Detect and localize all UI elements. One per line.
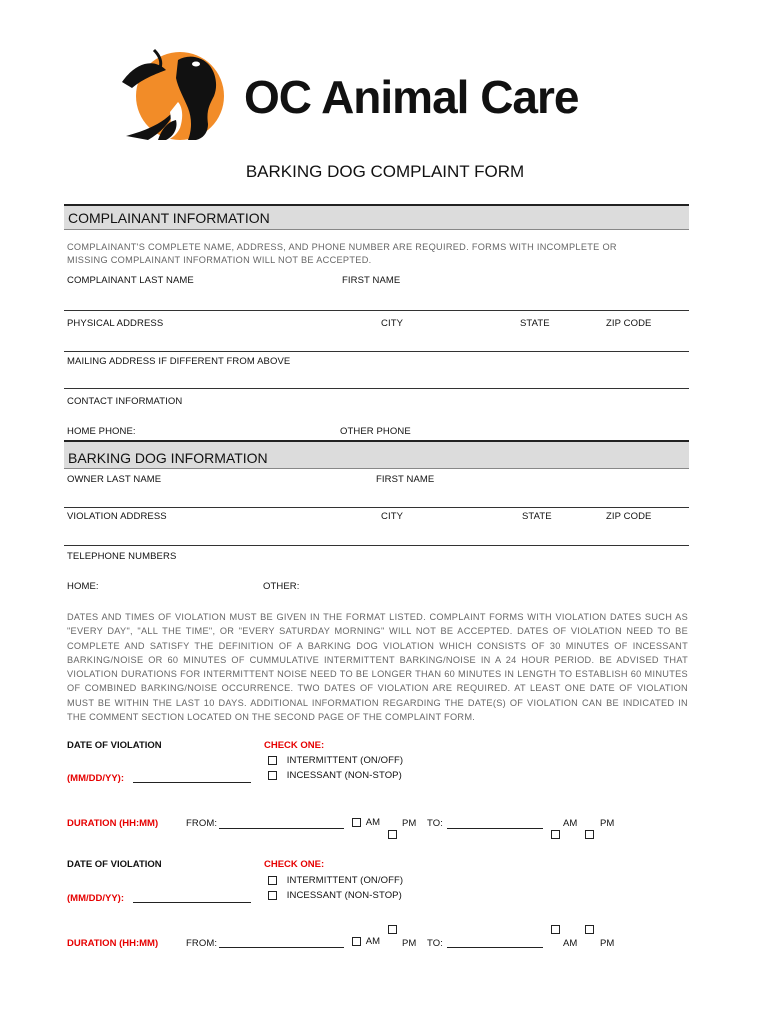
other-phone-label: OTHER PHONE — [340, 426, 411, 437]
violation-address-label: VIOLATION ADDRESS — [67, 511, 167, 522]
animal-silhouette-logo-icon — [118, 44, 228, 144]
violation-instructions: DATES AND TIMES OF VIOLATION MUST BE GIVEN IN THE FORMAT LISTED. COMPLAINT FORMS WITH VIOLATION DATES SUCH AS "EVERY DAY", "ALL THE TIME", OR "EVERY SATURDAY MORNING" WILL NOT BE ACCEPTED. DATES OF VIOLATION NEED TO BE COMPLETE AND SATISFY THE DEFINITION OF A BARKING DOG VIOLATION WHICH CONSISTS OF 30 MINUTES OF INCESSANT BARKING/NOISE OR 60 MINUTES OF CUMMULATIVE INTERMITTENT BARKING/NOISE IN A 24 HOUR PERIOD. BE ADVISED THAT VIOLATION DURATIONS FOR INTERMITTENT NOISE NEED TO BE LONGER THAN 60 MINUTES IN LENGTH TO ESTABLISH 60 MINUTES OF COMBINED BARKING/NOISE OCCURRENCE. TWO DATES OF VIOLATION ARE REQUIRED. AT LEAST ONE DATE OF VIOLATION MUST BE WITHIN THE LAST 10 DAYS. ADDITIONAL INFORMATION REGARDING THE DATE(S) OF VIOLATION CAN BE INDICATED IN THE COMMENT SECTION LOCATED ON THE SECOND PAGE OF THE COMPLAINT FORM. — [67, 612, 688, 723]
date-of-violation-label: DATE OF VIOLATION — [67, 740, 162, 751]
from-am-option[interactable] — [352, 817, 380, 828]
to-pm-label: PM — [600, 938, 615, 949]
complainant-note-line2: MISSING COMPLAINANT INFORMATION WILL NOT BE ACCEPTED. — [67, 255, 372, 265]
to-am-label: AM — [563, 818, 578, 829]
section-title: BARKING DOG INFORMATION — [68, 450, 268, 466]
dog-home-phone-label: HOME: — [67, 581, 99, 592]
mailing-address-field-line[interactable] — [64, 388, 689, 389]
home-phone-label: HOME PHONE: — [67, 426, 136, 437]
from-am-option[interactable] — [352, 936, 380, 947]
city-label: CITY — [381, 318, 404, 329]
intermittent-option[interactable] — [268, 875, 403, 886]
incessant-checkbox[interactable] — [268, 891, 277, 900]
intermittent-checkbox[interactable] — [268, 876, 277, 885]
date-format-label: (MM/DD/YY): — [67, 773, 124, 784]
duration-label: DURATION (HH:MM) — [67, 818, 159, 829]
from-pm-checkbox[interactable] — [388, 830, 397, 839]
intermittent-checkbox[interactable] — [268, 756, 277, 765]
incessant-option[interactable] — [268, 890, 402, 901]
complainant-first-name-label: FIRST NAME — [342, 275, 401, 286]
to-pm-checkbox[interactable] — [585, 925, 594, 934]
am-label: AM — [365, 936, 381, 947]
owner-last-name-label: OWNER LAST NAME — [67, 474, 162, 485]
complainant-note-line1: COMPLAINANT'S COMPLETE NAME, ADDRESS, AND PHONE NUMBER ARE REQUIRED. FORMS WITH INCOMPLETE OR — [67, 242, 617, 252]
logo — [118, 44, 648, 144]
from-pm-checkbox[interactable] — [388, 925, 397, 934]
logo-text: OC Animal Care — [244, 71, 579, 123]
to-time-input-line[interactable] — [447, 828, 543, 829]
to-label: TO: — [427, 818, 443, 829]
from-time-input-line[interactable] — [219, 947, 344, 948]
complainant-last-name-label: COMPLAINANT LAST NAME — [67, 275, 194, 286]
duration-label: DURATION (HH:MM) — [67, 938, 159, 949]
intermittent-label: INTERMITTENT (ON/OFF) — [286, 755, 404, 766]
contact-info-label: CONTACT INFORMATION — [67, 396, 183, 407]
dog-city-label: CITY — [381, 511, 404, 522]
zip-label: ZIP CODE — [606, 318, 652, 329]
from-pm-label: PM — [402, 818, 417, 829]
telephone-numbers-label: TELEPHONE NUMBERS — [67, 551, 177, 562]
to-time-input-line[interactable] — [447, 947, 543, 948]
to-label: TO: — [427, 938, 443, 949]
to-pm-checkbox[interactable] — [585, 830, 594, 839]
incessant-label: INCESSANT (NON-STOP) — [286, 890, 402, 901]
dog-zip-label: ZIP CODE — [606, 511, 652, 522]
am-label: AM — [365, 817, 381, 828]
form-title: BARKING DOG COMPLAINT FORM — [245, 162, 525, 181]
to-am-label: AM — [563, 938, 578, 949]
to-am-checkbox[interactable] — [551, 925, 560, 934]
intermittent-label: INTERMITTENT (ON/OFF) — [286, 875, 404, 886]
owner-first-name-label: FIRST NAME — [376, 474, 435, 485]
dog-section-header — [64, 440, 689, 469]
date-input-line[interactable] — [133, 902, 251, 903]
mailing-address-label: MAILING ADDRESS IF DIFFERENT FROM ABOVE — [67, 356, 291, 367]
check-one-label: CHECK ONE: — [264, 859, 325, 870]
intermittent-option[interactable] — [268, 755, 403, 766]
date-of-violation-label: DATE OF VIOLATION — [67, 859, 162, 870]
dog-other-phone-label: OTHER: — [263, 581, 300, 592]
from-label: FROM: — [186, 938, 218, 949]
from-pm-label: PM — [402, 938, 417, 949]
incessant-option[interactable] — [268, 770, 402, 781]
section-title: COMPLAINANT INFORMATION — [68, 210, 270, 226]
address-field-line[interactable] — [64, 351, 689, 352]
state-label: STATE — [520, 318, 550, 329]
name-field-line[interactable] — [64, 310, 689, 311]
from-am-checkbox[interactable] — [352, 937, 361, 946]
dog-state-label: STATE — [522, 511, 552, 522]
complainant-section-header — [64, 204, 689, 230]
from-am-checkbox[interactable] — [352, 818, 361, 827]
from-label: FROM: — [186, 818, 218, 829]
violation-address-field-line[interactable] — [64, 545, 689, 546]
incessant-checkbox[interactable] — [268, 771, 277, 780]
check-one-label: CHECK ONE: — [264, 740, 325, 751]
to-pm-label: PM — [600, 818, 615, 829]
incessant-label: INCESSANT (NON-STOP) — [286, 770, 402, 781]
owner-name-field-line[interactable] — [64, 507, 689, 508]
date-input-line[interactable] — [133, 782, 251, 783]
date-format-label: (MM/DD/YY): — [67, 893, 124, 904]
physical-address-label: PHYSICAL ADDRESS — [67, 318, 164, 329]
to-am-checkbox[interactable] — [551, 830, 560, 839]
from-time-input-line[interactable] — [219, 828, 344, 829]
